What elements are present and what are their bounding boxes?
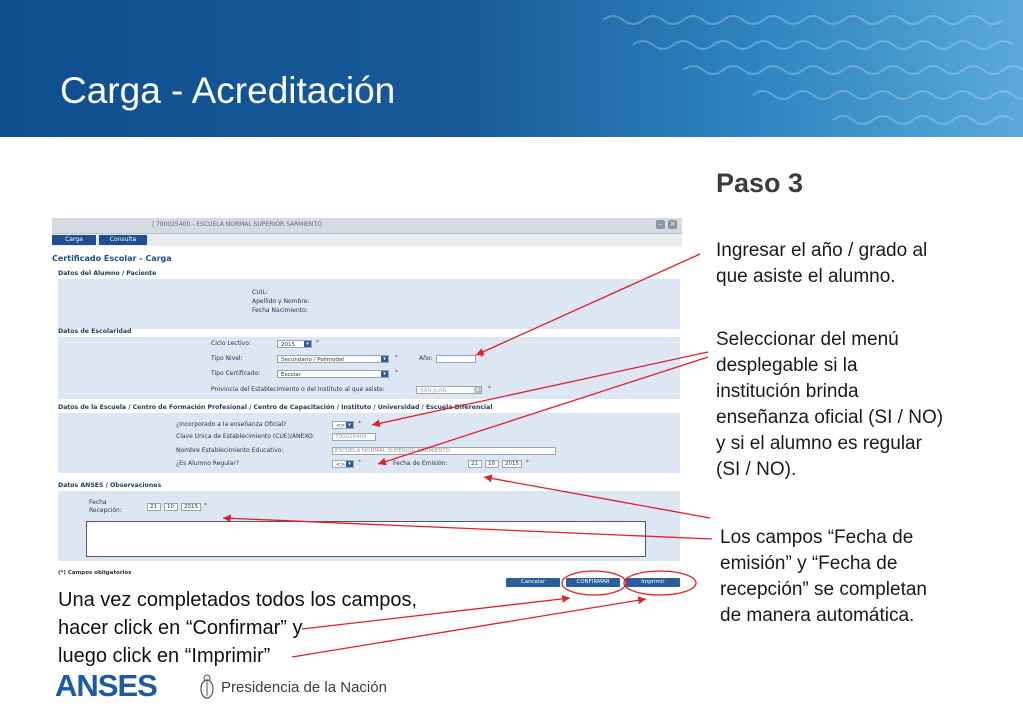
note-fechas-line: emisión” y “Fecha de bbox=[720, 553, 898, 574]
chevron-down-icon: ▾ bbox=[304, 341, 311, 347]
note-fechas-line: de manera automática. bbox=[720, 605, 915, 626]
close-icon[interactable]: × bbox=[669, 220, 676, 228]
note-oficial-line: (SI / NO). bbox=[716, 459, 797, 480]
arrow-to-oficial bbox=[372, 352, 708, 425]
arrow-to-emision bbox=[484, 477, 710, 518]
chevron-down-icon: ▾ bbox=[346, 461, 353, 467]
fecha-label: Fecha bbox=[89, 499, 107, 506]
arrow-to-confirm bbox=[302, 598, 570, 629]
recepcion-label: Recepción: bbox=[89, 507, 122, 514]
emision-month[interactable]: 10 bbox=[485, 460, 499, 468]
presidencia-label: Presidencia de la Nación bbox=[221, 679, 387, 696]
oficial-label: ¿Incorporado a la enseñanza Oficial? bbox=[176, 421, 287, 428]
cue-input[interactable]: 700025400 bbox=[332, 433, 376, 441]
school-label: | 700025400 - ESCUELA NORMAL SUPERIOR SARMIENTO bbox=[152, 221, 322, 228]
note-bottom-line: hacer click en “Confirmar” y bbox=[58, 617, 303, 639]
arrow-to-print bbox=[292, 599, 646, 657]
section-escolaridad-header: Datos de Escolaridad bbox=[58, 328, 132, 335]
nombre-label: Nombre Establecimiento Educativo: bbox=[176, 447, 284, 454]
required-marker: * bbox=[526, 459, 529, 466]
note-fechas-line: recepción” se completan bbox=[720, 579, 927, 600]
note-fechas-line: Los campos “Fecha de bbox=[720, 527, 914, 548]
anio-label: Año: bbox=[419, 355, 433, 362]
nivel-value: Secundario / Polimodal bbox=[281, 357, 344, 363]
step-title: Paso 3 bbox=[716, 168, 804, 198]
required-marker: * bbox=[316, 339, 319, 346]
menu-consulta[interactable]: Consulta bbox=[99, 235, 147, 245]
print-button[interactable]: Imprimir bbox=[626, 578, 680, 587]
cuil-label: CUIL: bbox=[252, 289, 268, 296]
minimize-icon[interactable]: – bbox=[656, 220, 665, 229]
apellido-label: Apellido y Nombre: bbox=[252, 298, 310, 305]
chevron-down-icon: ▾ bbox=[474, 387, 481, 393]
required-marker: * bbox=[395, 354, 398, 361]
arrow-to-regular bbox=[378, 357, 708, 464]
required-marker: * bbox=[395, 369, 398, 376]
oficial-value: <> bbox=[336, 423, 346, 429]
recepcion-year[interactable]: 2015 bbox=[181, 503, 201, 511]
note-anio-line: que asiste el alumno. bbox=[716, 266, 896, 287]
anses-logo: ANSES bbox=[55, 668, 157, 703]
nivel-label: Tipo Nivel: bbox=[211, 355, 243, 362]
required-marker: * bbox=[480, 354, 483, 361]
slide-title: Carga - Acreditación bbox=[60, 70, 396, 111]
note-oficial-line: desplegable si la bbox=[716, 355, 858, 376]
certificado-label: Tipo Certificado: bbox=[211, 370, 261, 377]
regular-value: <> bbox=[336, 462, 346, 468]
certificado-value: Escolar bbox=[281, 372, 301, 378]
required-marker: * bbox=[488, 385, 491, 392]
emision-year[interactable]: 2015 bbox=[502, 460, 522, 468]
note-oficial-line: institución brinda bbox=[716, 381, 859, 402]
regular-label: ¿Es Alumno Regular? bbox=[176, 460, 240, 467]
emision-day[interactable]: 21 bbox=[468, 460, 482, 468]
note-oficial-line: Seleccionar del menú bbox=[716, 329, 899, 350]
provincia-value: SAN JUAN bbox=[420, 388, 447, 394]
section-anses-header: Datos ANSES / Observaciones bbox=[58, 482, 162, 489]
chevron-down-icon: ▾ bbox=[346, 422, 353, 428]
required-marker: * bbox=[358, 459, 361, 466]
print-highlight-oval bbox=[624, 571, 696, 595]
chevron-down-icon: ▾ bbox=[381, 356, 388, 362]
form-title: Certificado Escolar - Carga bbox=[52, 254, 172, 263]
note-oficial-line: y si el alumno es regular bbox=[716, 433, 922, 454]
nombre-input[interactable]: ESCUELA NORMAL SUPERIOR SARMIENTO bbox=[332, 447, 556, 455]
cue-label: Clave Unica de Establecimiento (CUE)/ANEXO: bbox=[176, 433, 315, 440]
ciclo-value: 2015 bbox=[281, 342, 295, 348]
required-marker: * bbox=[204, 502, 207, 509]
provincia-label: Provincia del Establecimiento o del Instituto al que asiste: bbox=[211, 386, 385, 393]
note-oficial-line: enseñanza oficial (SI / NO) bbox=[716, 407, 944, 428]
note-anio-line: Ingresar el año / grado al bbox=[716, 240, 928, 261]
cancel-button[interactable]: Cancelar bbox=[506, 578, 560, 587]
coat-of-arms-icon bbox=[199, 674, 215, 700]
nacimiento-label: Fecha Nacimiento: bbox=[252, 307, 308, 314]
confirm-button[interactable]: CONFIRMAR bbox=[566, 578, 620, 587]
chevron-down-icon: ▾ bbox=[381, 371, 388, 377]
confirm-highlight-oval bbox=[562, 571, 626, 595]
note-bottom-line: Una vez completados todos los campos, bbox=[58, 589, 418, 611]
arrow-to-anio bbox=[476, 254, 700, 355]
menu-carga[interactable]: Carga bbox=[52, 235, 96, 245]
required-footnote: (*) Campos obligatorios bbox=[58, 570, 132, 576]
emision-label: Fecha de Emisión: bbox=[393, 460, 448, 467]
section-escuela-header: Datos de la Escuela / Centro de Formación Profesional / Centro de Capacitación / Instituto / Universidad / Escuela Diferencial bbox=[58, 404, 493, 411]
arrow-to-recepcion bbox=[223, 518, 712, 539]
recepcion-day[interactable]: 21 bbox=[147, 503, 161, 511]
note-bottom-line: luego click en “Imprimir” bbox=[58, 645, 271, 667]
ciclo-label: Ciclo Lectivo: bbox=[211, 340, 251, 347]
recepcion-month[interactable]: 10 bbox=[164, 503, 178, 511]
required-marker: * bbox=[358, 420, 361, 427]
section-alumno-header: Datos del Alumno / Paciente bbox=[58, 270, 157, 277]
